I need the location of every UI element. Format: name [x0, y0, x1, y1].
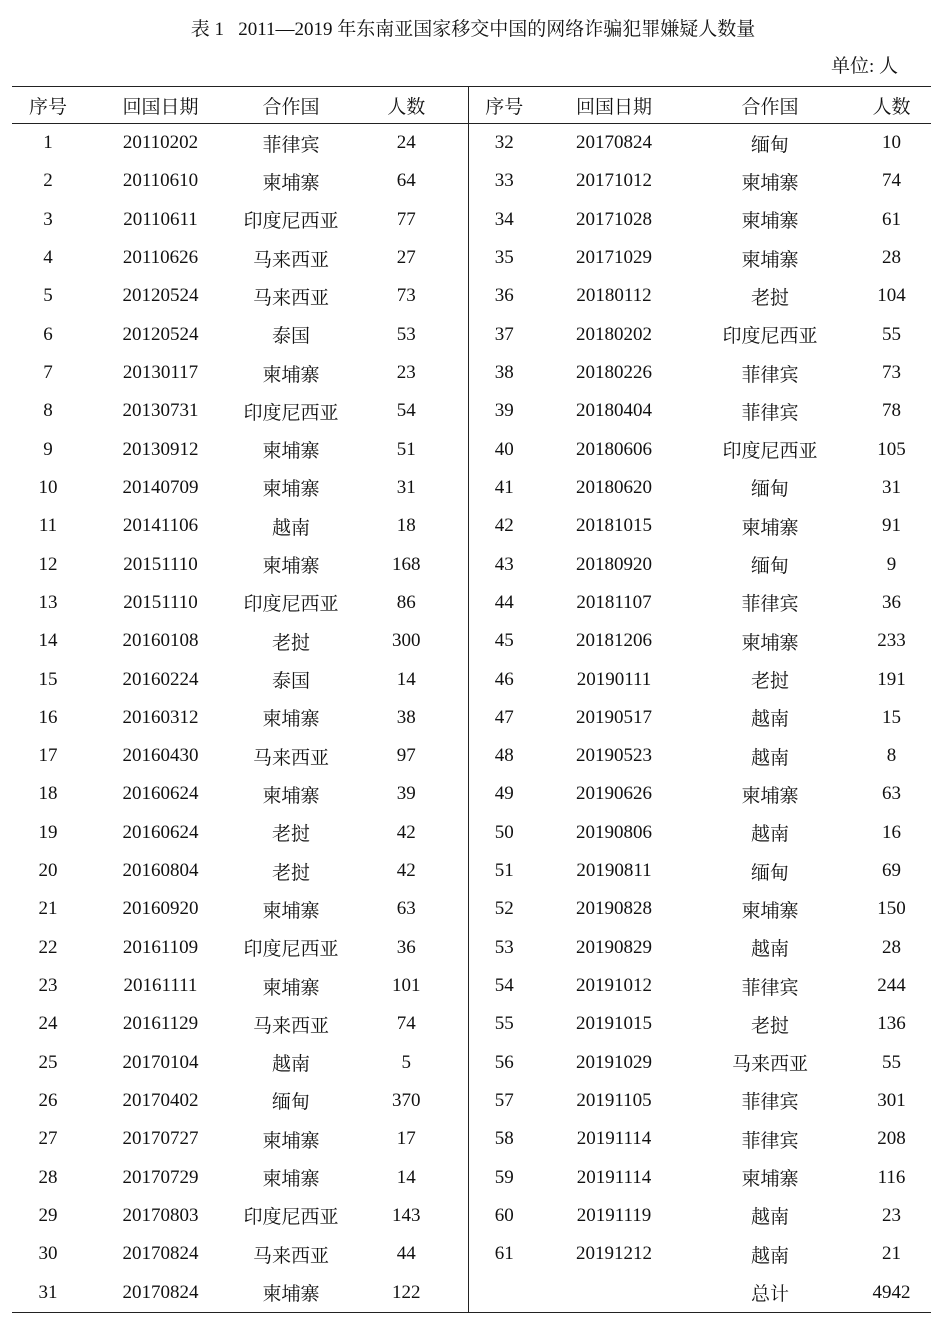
return-date: 20190811	[576, 860, 652, 882]
partner-country: 老挝	[750, 1015, 789, 1037]
table-row	[12, 699, 931, 737]
return-date: 20120524	[122, 285, 199, 307]
partner-country: 马来西亚	[252, 287, 329, 309]
row-number: 6	[43, 323, 53, 345]
row-number: 45	[494, 630, 514, 652]
return-date: 20110202	[122, 132, 199, 154]
person-count: 78	[882, 400, 901, 422]
partner-country: 柬埔寨	[741, 1169, 799, 1191]
person-count: 31	[882, 476, 901, 498]
table-row	[12, 622, 931, 660]
person-count: 21	[882, 1243, 901, 1265]
person-count: 55	[882, 323, 901, 345]
return-date: 20170803	[122, 1204, 199, 1226]
person-count: 300	[345, 622, 468, 660]
row-number: 25	[38, 1051, 58, 1073]
return-date: 20171012	[576, 170, 652, 192]
return-date: 20160108	[122, 630, 199, 652]
row-number: 42	[494, 515, 514, 537]
person-count: 9	[886, 553, 897, 575]
person-count: 23	[882, 1204, 901, 1226]
return-date: 20170824	[576, 132, 652, 154]
header-date: 回国日期	[84, 87, 237, 124]
row-number: 22	[38, 936, 58, 958]
partner-country: 菲律宾	[741, 1092, 799, 1114]
partner-country: 菲律宾	[741, 1130, 799, 1152]
person-count: 101	[345, 967, 468, 1005]
data-table-container	[12, 86, 931, 1313]
person-count: 73	[345, 277, 468, 315]
partner-country: 越南	[750, 747, 789, 769]
partner-country: 印度尼西亚	[243, 402, 339, 424]
table-row	[12, 929, 931, 967]
return-date: 20180202	[576, 323, 652, 345]
row-number: 56	[494, 1051, 514, 1073]
row-number: 38	[494, 362, 514, 384]
person-count: 17	[345, 1120, 468, 1158]
partner-country: 柬埔寨	[741, 785, 799, 807]
table-row	[12, 852, 931, 890]
partner-country: 柬埔寨	[741, 632, 799, 654]
table-row	[12, 1158, 931, 1196]
table-row	[12, 277, 931, 315]
row-number: 55	[494, 1013, 514, 1035]
return-date: 20190523	[576, 745, 652, 767]
row-number: 15	[38, 668, 58, 690]
row-number: 10	[38, 476, 58, 498]
return-date: 20181107	[576, 591, 652, 613]
row-number: 26	[38, 1089, 58, 1111]
partner-country: 印度尼西亚	[243, 594, 339, 616]
row-number: 48	[494, 745, 514, 767]
empty-cell	[468, 1273, 540, 1312]
header-count: 人数	[345, 87, 468, 124]
return-date: 20180226	[576, 362, 652, 384]
person-count: 136	[877, 1013, 906, 1035]
table-row	[12, 1235, 931, 1273]
return-date: 20170824	[122, 1243, 199, 1265]
person-count: 301	[877, 1089, 906, 1111]
partner-country: 柬埔寨	[262, 172, 320, 194]
person-count: 28	[882, 936, 901, 958]
partner-country: 印度尼西亚	[722, 441, 818, 463]
return-date: 20160430	[122, 745, 199, 767]
row-number: 58	[494, 1128, 514, 1150]
person-count: 74	[882, 170, 901, 192]
person-count: 64	[345, 162, 468, 200]
return-date: 20180404	[576, 400, 652, 422]
row-number: 27	[38, 1128, 58, 1150]
person-count: 61	[882, 208, 901, 230]
return-date: 20180112	[576, 285, 652, 307]
row-number: 24	[38, 1013, 58, 1035]
row-number: 13	[38, 591, 58, 613]
table-row	[12, 967, 931, 1005]
return-date: 20151110	[123, 553, 198, 575]
person-count: 168	[345, 545, 468, 583]
person-count: 116	[877, 1166, 906, 1188]
return-date: 20160920	[122, 898, 199, 920]
row-number: 11	[38, 515, 58, 537]
person-count: 36	[345, 929, 468, 967]
partner-country: 马来西亚	[252, 249, 329, 271]
row-number: 2	[43, 170, 53, 192]
row-number: 52	[494, 898, 514, 920]
row-number: 41	[494, 476, 514, 498]
partner-country: 马来西亚	[252, 1015, 329, 1037]
person-count: 86	[345, 584, 468, 622]
header-date: 回国日期	[540, 87, 688, 124]
table-row	[12, 545, 931, 583]
header-country: 合作国	[688, 87, 852, 124]
empty-cell	[540, 1273, 688, 1312]
partner-country: 越南	[750, 1245, 789, 1267]
partner-country: 印度尼西亚	[722, 326, 818, 348]
header-row	[12, 87, 931, 124]
row-number: 28	[38, 1166, 58, 1188]
partner-country: 越南	[750, 939, 789, 961]
person-count: 69	[882, 860, 901, 882]
partner-country: 柬埔寨	[741, 172, 799, 194]
partner-country: 缅甸	[750, 479, 789, 501]
return-date: 20191114	[576, 1128, 652, 1150]
person-count: 42	[345, 852, 468, 890]
person-count: 42	[345, 814, 468, 852]
partner-country: 柬埔寨	[741, 249, 799, 271]
header-no: 序号	[12, 87, 84, 124]
row-number: 61	[494, 1243, 514, 1265]
table-row	[12, 469, 931, 507]
row-number: 8	[43, 400, 53, 422]
person-count: 18	[345, 507, 468, 545]
return-date: 20161129	[122, 1013, 199, 1035]
return-date: 20191015	[576, 1013, 652, 1035]
row-number: 16	[38, 706, 58, 728]
person-count: 44	[345, 1235, 468, 1273]
person-count: 31	[345, 469, 468, 507]
table-row	[12, 354, 931, 392]
row-number: 19	[38, 821, 58, 843]
return-date: 20170824	[122, 1281, 199, 1303]
person-count: 233	[877, 630, 906, 652]
row-number: 1	[43, 132, 53, 154]
return-date: 20171028	[576, 208, 652, 230]
partner-country: 越南	[271, 1054, 310, 1076]
return-date: 20180620	[576, 476, 652, 498]
partner-country: 印度尼西亚	[243, 1207, 339, 1229]
person-count: 53	[345, 316, 468, 354]
person-count: 77	[345, 201, 468, 239]
partner-country: 柬埔寨	[262, 441, 320, 463]
header-no: 序号	[468, 87, 540, 124]
return-date: 20160804	[122, 860, 199, 882]
partner-country: 柬埔寨	[262, 479, 320, 501]
table-row	[12, 1082, 931, 1120]
return-date: 20191212	[576, 1243, 652, 1265]
table-row	[12, 775, 931, 813]
row-number: 46	[494, 668, 514, 690]
row-number: 29	[38, 1204, 58, 1226]
partner-country: 缅甸	[750, 862, 789, 884]
person-count: 97	[345, 737, 468, 775]
row-number: 21	[38, 898, 58, 920]
return-date: 20180920	[576, 553, 652, 575]
partner-country: 柬埔寨	[262, 785, 320, 807]
row-number: 43	[494, 553, 514, 575]
row-number: 51	[494, 860, 514, 882]
return-date: 20110626	[122, 247, 199, 269]
return-date: 20191012	[576, 975, 652, 997]
return-date: 20171029	[576, 247, 652, 269]
return-date: 20160312	[122, 706, 199, 728]
person-count: 28	[882, 247, 901, 269]
row-number: 37	[494, 323, 514, 345]
person-count: 51	[345, 431, 468, 469]
person-count: 38	[345, 699, 468, 737]
person-count: 191	[877, 668, 906, 690]
row-number: 31	[38, 1281, 58, 1303]
return-date: 20191114	[576, 1166, 652, 1188]
partner-country: 柬埔寨	[741, 900, 799, 922]
row-number: 30	[38, 1243, 58, 1265]
return-date: 20190517	[576, 706, 652, 728]
table-row	[12, 507, 931, 545]
row-number: 40	[494, 438, 514, 460]
row-number: 49	[494, 783, 514, 805]
person-count: 10	[882, 132, 901, 154]
table-row	[12, 431, 931, 469]
row-number: 23	[38, 975, 58, 997]
partner-country: 老挝	[271, 632, 310, 654]
table-row	[12, 660, 931, 698]
partner-country: 缅甸	[750, 134, 789, 156]
partner-country: 越南	[750, 824, 789, 846]
person-count: 5	[345, 1044, 468, 1082]
table-row	[12, 737, 931, 775]
person-count: 73	[882, 362, 901, 384]
row-number: 47	[494, 706, 514, 728]
partner-country: 柬埔寨	[262, 709, 320, 731]
table-row	[12, 316, 931, 354]
person-count: 14	[345, 660, 468, 698]
partner-country: 柬埔寨	[741, 517, 799, 539]
table-row	[12, 124, 931, 163]
data-table	[12, 86, 931, 1313]
return-date: 20160224	[122, 668, 199, 690]
person-count: 244	[877, 975, 906, 997]
table-row	[12, 392, 931, 430]
row-number: 14	[38, 630, 58, 652]
row-number: 17	[38, 745, 58, 767]
partner-country: 越南	[271, 517, 310, 539]
return-date: 20190111	[576, 668, 652, 690]
partner-country: 菲律宾	[741, 364, 799, 386]
return-date: 20141106	[122, 515, 199, 537]
table-row	[12, 201, 931, 239]
partner-country: 柬埔寨	[262, 556, 320, 578]
partner-country: 老挝	[271, 824, 310, 846]
row-number: 44	[494, 591, 514, 613]
return-date: 20110610	[122, 170, 199, 192]
partner-country: 菲律宾	[741, 594, 799, 616]
row-number: 39	[494, 400, 514, 422]
partner-country: 老挝	[750, 671, 789, 693]
person-count: 24	[345, 124, 468, 163]
partner-country: 柬埔寨	[262, 1130, 320, 1152]
return-date: 20180606	[576, 438, 652, 460]
partner-country: 老挝	[750, 287, 789, 309]
partner-country: 柬埔寨	[262, 900, 320, 922]
table-row	[12, 1044, 931, 1082]
return-date: 20130731	[122, 400, 199, 422]
row-number: 7	[43, 362, 53, 384]
table-caption: 表 1 2011—2019 年东南亚国家移交中国的网络诈骗犯罪嫌疑人数量	[190, 19, 756, 40]
return-date: 20170402	[122, 1089, 199, 1111]
return-date: 20161111	[123, 975, 198, 997]
person-count: 39	[345, 775, 468, 813]
partner-country: 越南	[750, 1207, 789, 1229]
return-date: 20181015	[576, 515, 652, 537]
total-value: 4942	[872, 1281, 911, 1303]
total-label: 总计	[750, 1284, 789, 1306]
row-number: 54	[494, 975, 514, 997]
unit-label: 单位: 人	[830, 56, 898, 77]
table-row	[12, 814, 931, 852]
partner-country: 缅甸	[750, 556, 789, 578]
partner-country: 柬埔寨	[262, 977, 320, 999]
return-date: 20170727	[122, 1128, 199, 1150]
return-date: 20190828	[576, 898, 652, 920]
person-count: 143	[345, 1197, 468, 1235]
person-count: 16	[882, 821, 901, 843]
partner-country: 马来西亚	[252, 747, 329, 769]
partner-country: 缅甸	[271, 1092, 310, 1114]
row-number: 9	[43, 438, 53, 460]
row-number: 3	[43, 208, 53, 230]
return-date: 20191105	[576, 1089, 652, 1111]
row-number: 12	[38, 553, 58, 575]
partner-country: 泰国	[271, 671, 310, 693]
return-date: 20191029	[576, 1051, 652, 1073]
partner-country: 马来西亚	[731, 1054, 808, 1076]
row-number: 33	[494, 170, 514, 192]
return-date: 20110611	[123, 208, 198, 230]
partner-country: 泰国	[271, 326, 310, 348]
person-count: 15	[882, 706, 901, 728]
partner-country: 菲律宾	[741, 977, 799, 999]
partner-country: 菲律宾	[741, 402, 799, 424]
partner-country: 老挝	[271, 862, 310, 884]
person-count: 104	[877, 285, 906, 307]
person-count: 208	[877, 1128, 906, 1150]
table-row	[12, 162, 931, 200]
row-number: 53	[494, 936, 514, 958]
person-count: 370	[345, 1082, 468, 1120]
return-date: 20140709	[122, 476, 199, 498]
person-count: 36	[882, 591, 901, 613]
table-row	[12, 239, 931, 277]
return-date: 20161109	[122, 936, 199, 958]
person-count: 23	[345, 354, 468, 392]
table-row	[12, 584, 931, 622]
return-date: 20181206	[576, 630, 652, 652]
row-number: 59	[494, 1166, 514, 1188]
return-date: 20130912	[122, 438, 199, 460]
return-date: 20190806	[576, 821, 652, 843]
return-date: 20191119	[576, 1204, 652, 1226]
partner-country: 柬埔寨	[262, 364, 320, 386]
return-date: 20120524	[122, 323, 199, 345]
return-date: 20130117	[122, 362, 199, 384]
partner-country: 越南	[750, 709, 789, 731]
person-count: 74	[345, 1005, 468, 1043]
row-number: 50	[494, 821, 514, 843]
row-number: 36	[494, 285, 514, 307]
partner-country: 印度尼西亚	[243, 211, 339, 233]
return-date: 20190626	[576, 783, 652, 805]
row-number: 32	[494, 132, 514, 154]
table-body	[12, 124, 931, 1313]
row-number: 18	[38, 783, 58, 805]
person-count: 63	[345, 890, 468, 928]
partner-country: 印度尼西亚	[243, 939, 339, 961]
row-number: 57	[494, 1089, 514, 1111]
partner-country: 柬埔寨	[262, 1169, 320, 1191]
return-date: 20151110	[123, 591, 198, 613]
row-number: 20	[38, 860, 58, 882]
return-date: 20170104	[122, 1051, 199, 1073]
row-number: 60	[494, 1204, 514, 1226]
person-count: 54	[345, 392, 468, 430]
row-number: 5	[43, 285, 53, 307]
person-count: 14	[345, 1158, 468, 1196]
person-count: 55	[882, 1051, 901, 1073]
header-country: 合作国	[237, 87, 345, 124]
person-count: 122	[345, 1273, 468, 1312]
partner-country: 菲律宾	[262, 134, 320, 156]
return-date: 20160624	[122, 783, 199, 805]
partner-country: 柬埔寨	[262, 1284, 320, 1306]
return-date: 20170729	[122, 1166, 199, 1188]
header-count: 人数	[852, 87, 931, 124]
person-count: 91	[882, 515, 901, 537]
person-count: 105	[877, 438, 906, 460]
return-date: 20160624	[122, 821, 199, 843]
table-row	[12, 890, 931, 928]
partner-country: 马来西亚	[252, 1245, 329, 1267]
row-number: 4	[43, 247, 53, 269]
table-row	[12, 1197, 931, 1235]
table-row	[12, 1273, 931, 1312]
row-number: 35	[494, 247, 514, 269]
person-count: 8	[886, 745, 897, 767]
row-number: 34	[494, 208, 514, 230]
person-count: 27	[345, 239, 468, 277]
table-row	[12, 1005, 931, 1043]
partner-country: 柬埔寨	[741, 211, 799, 233]
return-date: 20190829	[576, 936, 652, 958]
person-count: 63	[882, 783, 901, 805]
table-row	[12, 1120, 931, 1158]
person-count: 150	[877, 898, 906, 920]
